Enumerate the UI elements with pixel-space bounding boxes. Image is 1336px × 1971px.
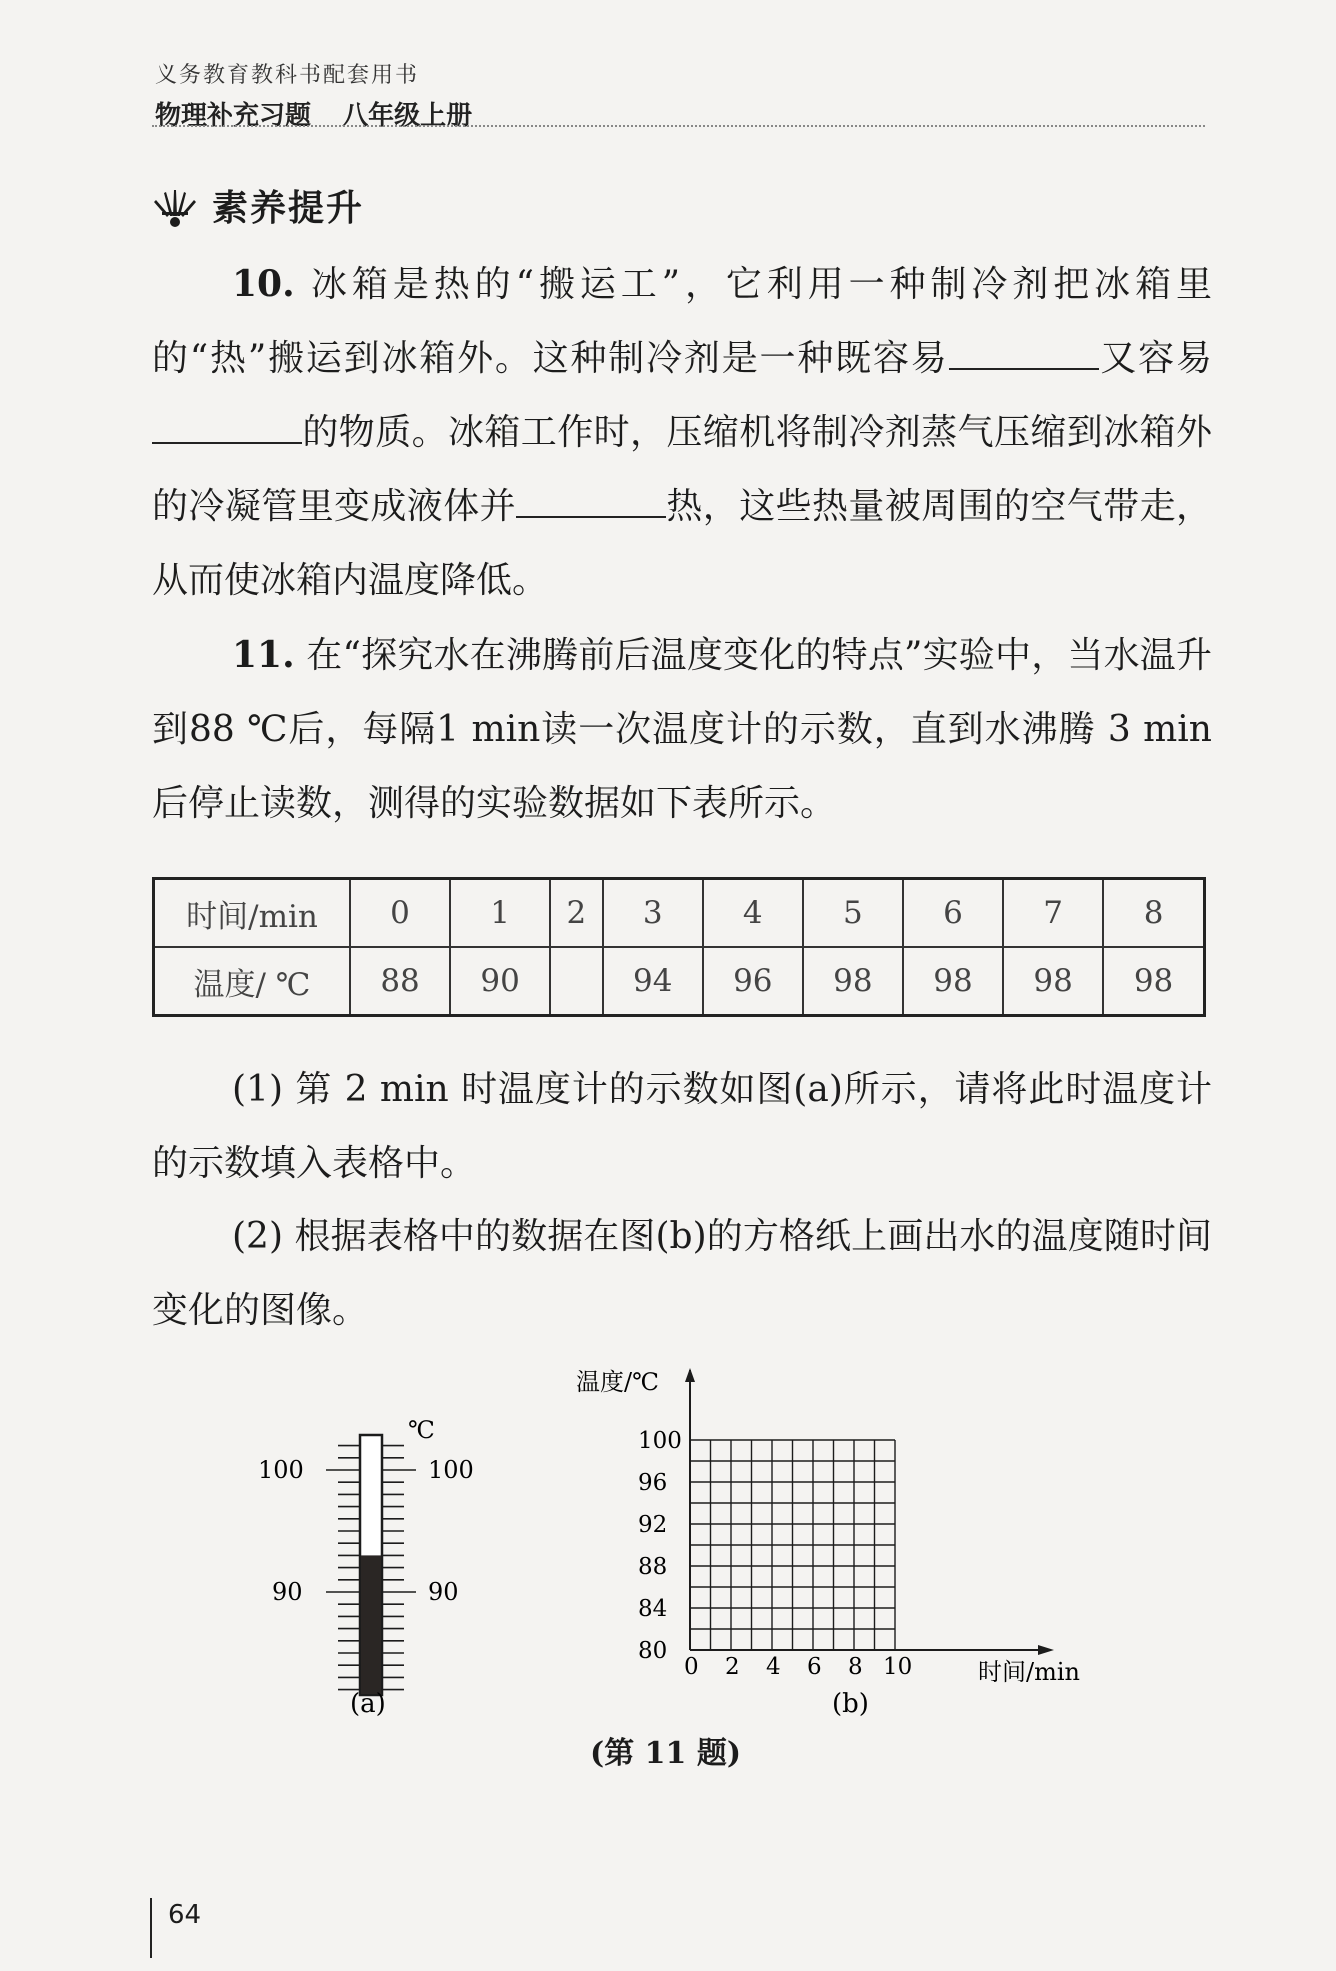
figure-caption: (第 11 题) <box>590 1736 742 1771</box>
book-name: 物理补充习题 <box>155 101 312 131</box>
series-title: 义务教育教科书配套用书 <box>155 63 420 88</box>
x-tick-label: 8 <box>848 1654 863 1680</box>
table-cell: 98 <box>1003 947 1103 1016</box>
x-tick-labels <box>684 1654 912 1680</box>
question-text: 又容易 <box>1098 338 1212 379</box>
mercury-column <box>361 1555 381 1694</box>
table-cell: 5 <box>803 879 903 948</box>
question-text: 热，这些热量被周围的空气带走，从而使冰箱内温度降低。 <box>152 486 1212 601</box>
section-title: 素养提升 <box>212 187 365 229</box>
y-tick-label: 84 <box>638 1596 668 1622</box>
table-cell: 2 <box>550 879 602 948</box>
grid-paper-figure <box>570 1360 1130 1720</box>
page-number: 64 <box>168 1900 202 1930</box>
question-number: 10. <box>232 263 295 305</box>
x-tick-label: 4 <box>766 1654 781 1680</box>
unit-label: ℃ <box>408 1416 435 1444</box>
scale-label-90-right: 90 <box>428 1578 459 1606</box>
x-tick-label: 0 <box>684 1654 699 1680</box>
table-cell: 0 <box>350 879 450 948</box>
table-cell: 1 <box>450 879 550 948</box>
scale-label-100-left: 100 <box>258 1456 304 1484</box>
table-cell: 98 <box>803 947 903 1016</box>
answer-blank-1[interactable] <box>949 338 1099 370</box>
y-axis-label: 温度/℃ <box>576 1368 659 1396</box>
y-tick-label: 92 <box>638 1512 668 1538</box>
question-10 <box>152 247 1212 618</box>
question-text: 的物质。冰箱工作时，压缩机将制冷剂蒸气压缩到冰箱外的冷凝管里变成液体并 <box>152 412 1212 527</box>
question-text: 冰箱是热的“搬运工”，它利用一种制冷剂把冰箱里的“热”搬运到冰箱外。这种制冷剂是一种既容易 <box>152 264 1213 379</box>
figure-b-label: (b) <box>832 1689 869 1719</box>
y-tick-label: 88 <box>638 1554 668 1580</box>
x-tick-label: 10 <box>883 1654 913 1680</box>
crown-icon <box>152 182 198 228</box>
table-cell: 8 <box>1103 879 1204 948</box>
table-cell: 98 <box>903 947 1003 1016</box>
y-tick-label: 96 <box>638 1470 668 1496</box>
scale-label-100-right: 100 <box>428 1456 474 1484</box>
table-cell: 94 <box>603 947 703 1016</box>
y-tick-label: 80 <box>638 1638 668 1664</box>
row-header: 温度/ ℃ <box>154 947 351 1016</box>
grade-name: 八年级上册 <box>342 101 473 131</box>
table-cell: 3 <box>603 879 703 948</box>
question-text: (2) 根据表格中的数据在图(b)的方格纸上画出水的温度随时间变化的图像。 <box>152 1216 1212 1331</box>
table-cell: 88 <box>350 947 450 1016</box>
header-divider <box>152 125 1205 127</box>
data-table <box>152 877 1206 1017</box>
answer-blank-2[interactable] <box>152 412 302 444</box>
y-tick-labels <box>638 1428 682 1664</box>
table-cell: 98 <box>1103 947 1204 1016</box>
sub-question-2 <box>152 1200 1212 1348</box>
question-11 <box>152 618 1212 841</box>
x-axis-arrow <box>1038 1645 1054 1655</box>
empty-answer-cell[interactable] <box>550 947 602 1016</box>
question-number: 11. <box>232 634 295 676</box>
table-row <box>154 879 1205 948</box>
question-text: (1) 第 2 min 时温度计的示数如图(a)所示，请将此时温度计的示数填入表格中。 <box>152 1069 1212 1184</box>
section-heading <box>152 175 364 235</box>
table-row <box>154 947 1205 1016</box>
x-tick-label: 2 <box>725 1654 740 1680</box>
x-tick-label: 6 <box>807 1654 822 1680</box>
x-axis-label: 时间/min <box>978 1658 1080 1686</box>
table-cell: 7 <box>1003 879 1103 948</box>
page-number-bar <box>150 1898 152 1958</box>
scale-label-90-left: 90 <box>272 1578 303 1606</box>
grid-lines <box>690 1440 895 1650</box>
row-header: 时间/min <box>154 879 351 948</box>
running-header <box>155 58 494 132</box>
thermometer-figure <box>250 1410 510 1720</box>
sub-question-1 <box>152 1053 1212 1201</box>
table-cell: 6 <box>903 879 1003 948</box>
question-text: 在“探究水在沸腾前后温度变化的特点”实验中，当水温升到88 ℃后，每隔1 min读一次温度计的示数，直到水沸腾 3 min 后停止读数，测得的实验数据如下表所示。 <box>152 635 1212 824</box>
y-axis-arrow <box>685 1368 695 1382</box>
figure-a-label: (a) <box>350 1689 386 1719</box>
table-cell: 96 <box>703 947 803 1016</box>
table-cell: 4 <box>703 879 803 948</box>
y-tick-label: 100 <box>638 1428 682 1454</box>
answer-blank-3[interactable] <box>516 486 666 518</box>
table-cell: 90 <box>450 947 550 1016</box>
